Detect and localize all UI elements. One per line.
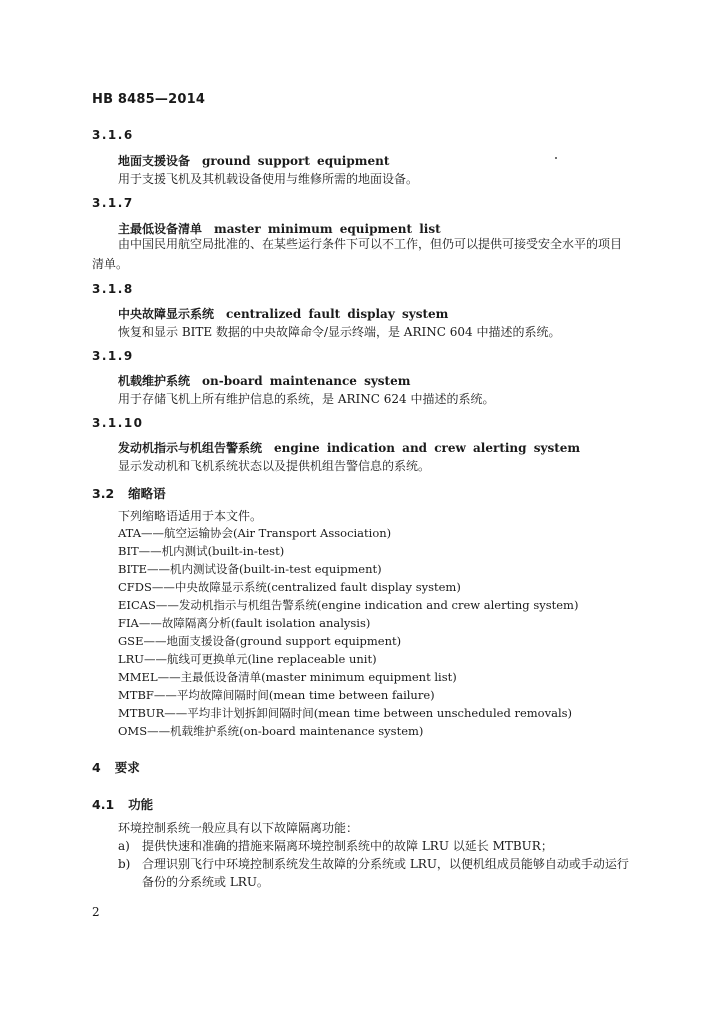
chapter-title: 要求: [114, 760, 140, 775]
page-number: 2: [92, 905, 100, 919]
term-heading: [118, 305, 448, 322]
term-cn: 机载维护系统: [118, 374, 191, 388]
abbreviation-item: BITE——机内测试设备(built-in-test equipment): [118, 562, 382, 576]
list-label: b): [118, 857, 131, 871]
list-text: 提供快速和准确的措施来隔离环境控制系统中的故障 LRU 以延长 MTBUR；: [142, 839, 553, 853]
term-en: engine indication and crew alerting system: [274, 441, 581, 455]
term-heading: [118, 152, 389, 169]
abbreviation-item: MTBUR——平均非计划拆卸间隔时间(mean time between unscheduled removals): [118, 706, 573, 720]
term-definition: 由中国民用航空局批准的、在某些运行条件下可以不工作，但仍可以提供可接受安全水平的项目清单。: [92, 237, 623, 271]
term-definition: 用于支援飞机及其机载设备使用与维修所需的地面设备。: [118, 172, 419, 186]
term-definition: 用于存储飞机上所有维护信息的系统，是 ARINC 624 中描述的系统。: [118, 392, 495, 406]
abbreviation-item: BIT——机内测试(built-in-test): [118, 544, 285, 558]
term-definition: 恢复和显示 BITE 数据的中央故障命令/显示终端，是 ARINC 604 中描述的系统。: [118, 325, 561, 339]
stray-mark: [555, 157, 557, 159]
section-title: 功能: [128, 797, 154, 812]
abbreviation-item: ATA——航空运输协会(Air Transport Association): [118, 526, 392, 540]
abbreviation-intro: 下列缩略语适用于本文件。: [118, 509, 263, 523]
list-text: 合理识别飞行中环境控制系统发生故障的分系统或 LRU，以便机组成员能够自动或手动运行: [142, 857, 629, 871]
clause-number: 3.1.9: [92, 349, 134, 363]
abbreviation-item: LRU——航线可更换单元(line replaceable unit): [118, 652, 377, 666]
list-label: a): [118, 839, 130, 853]
standard-code-header: HB 8485—2014: [92, 92, 206, 107]
chapter-number: 4: [92, 760, 101, 775]
list-text-continuation: 备份的分系统或 LRU。: [142, 875, 269, 889]
clause-number: 3.1.7: [92, 196, 134, 210]
term-en: on-board maintenance system: [202, 374, 411, 388]
section-number: 4.1: [92, 797, 115, 812]
term-definition: 显示发动机和飞机系统状态以及提供机组告警信息的系统。: [118, 459, 431, 473]
section-heading: [92, 795, 153, 813]
term-cn: 中央故障显示系统: [118, 307, 215, 321]
term-cn: 发动机指示与机组告警系统: [118, 441, 263, 455]
clause-number: 3.1.8: [92, 282, 134, 296]
requirement-intro: 环境控制系统一般应具有以下故障隔离功能：: [118, 821, 359, 835]
clause-number: 3.1.10: [92, 416, 144, 430]
section-heading: [92, 484, 166, 502]
requirement-item: [118, 855, 629, 872]
abbreviation-item: MTBF——平均故障间隔时间(mean time between failure): [118, 688, 435, 702]
section-title: 缩略语: [128, 486, 166, 501]
term-en: centralized fault display system: [226, 307, 449, 321]
abbreviation-item: OMS——机载维护系统(on-board maintenance system): [118, 724, 424, 738]
term-heading: [118, 439, 580, 456]
chapter-heading: [92, 758, 140, 776]
term-en: master minimum equipment list: [214, 222, 441, 236]
term-cn: 地面支援设备: [118, 154, 191, 168]
abbreviation-item: GSE——地面支援设备(ground support equipment): [118, 634, 402, 648]
section-number: 3.2: [92, 486, 115, 501]
term-en: ground support equipment: [202, 154, 390, 168]
requirement-item: [118, 837, 553, 854]
abbreviation-item: FIA——故障隔离分析(fault isolation analysis): [118, 616, 371, 630]
abbreviation-item: MMEL——主最低设备清单(master minimum equipment list): [118, 670, 457, 684]
abbreviation-item: CFDS——中央故障显示系统(centralized fault display system): [118, 580, 461, 594]
term-cn: 主最低设备清单: [118, 222, 203, 236]
abbreviation-item: EICAS——发动机指示与机组告警系统(engine indication and crew alerting system): [118, 598, 579, 612]
clause-number: 3.1.6: [92, 128, 134, 142]
term-heading: [118, 372, 410, 389]
